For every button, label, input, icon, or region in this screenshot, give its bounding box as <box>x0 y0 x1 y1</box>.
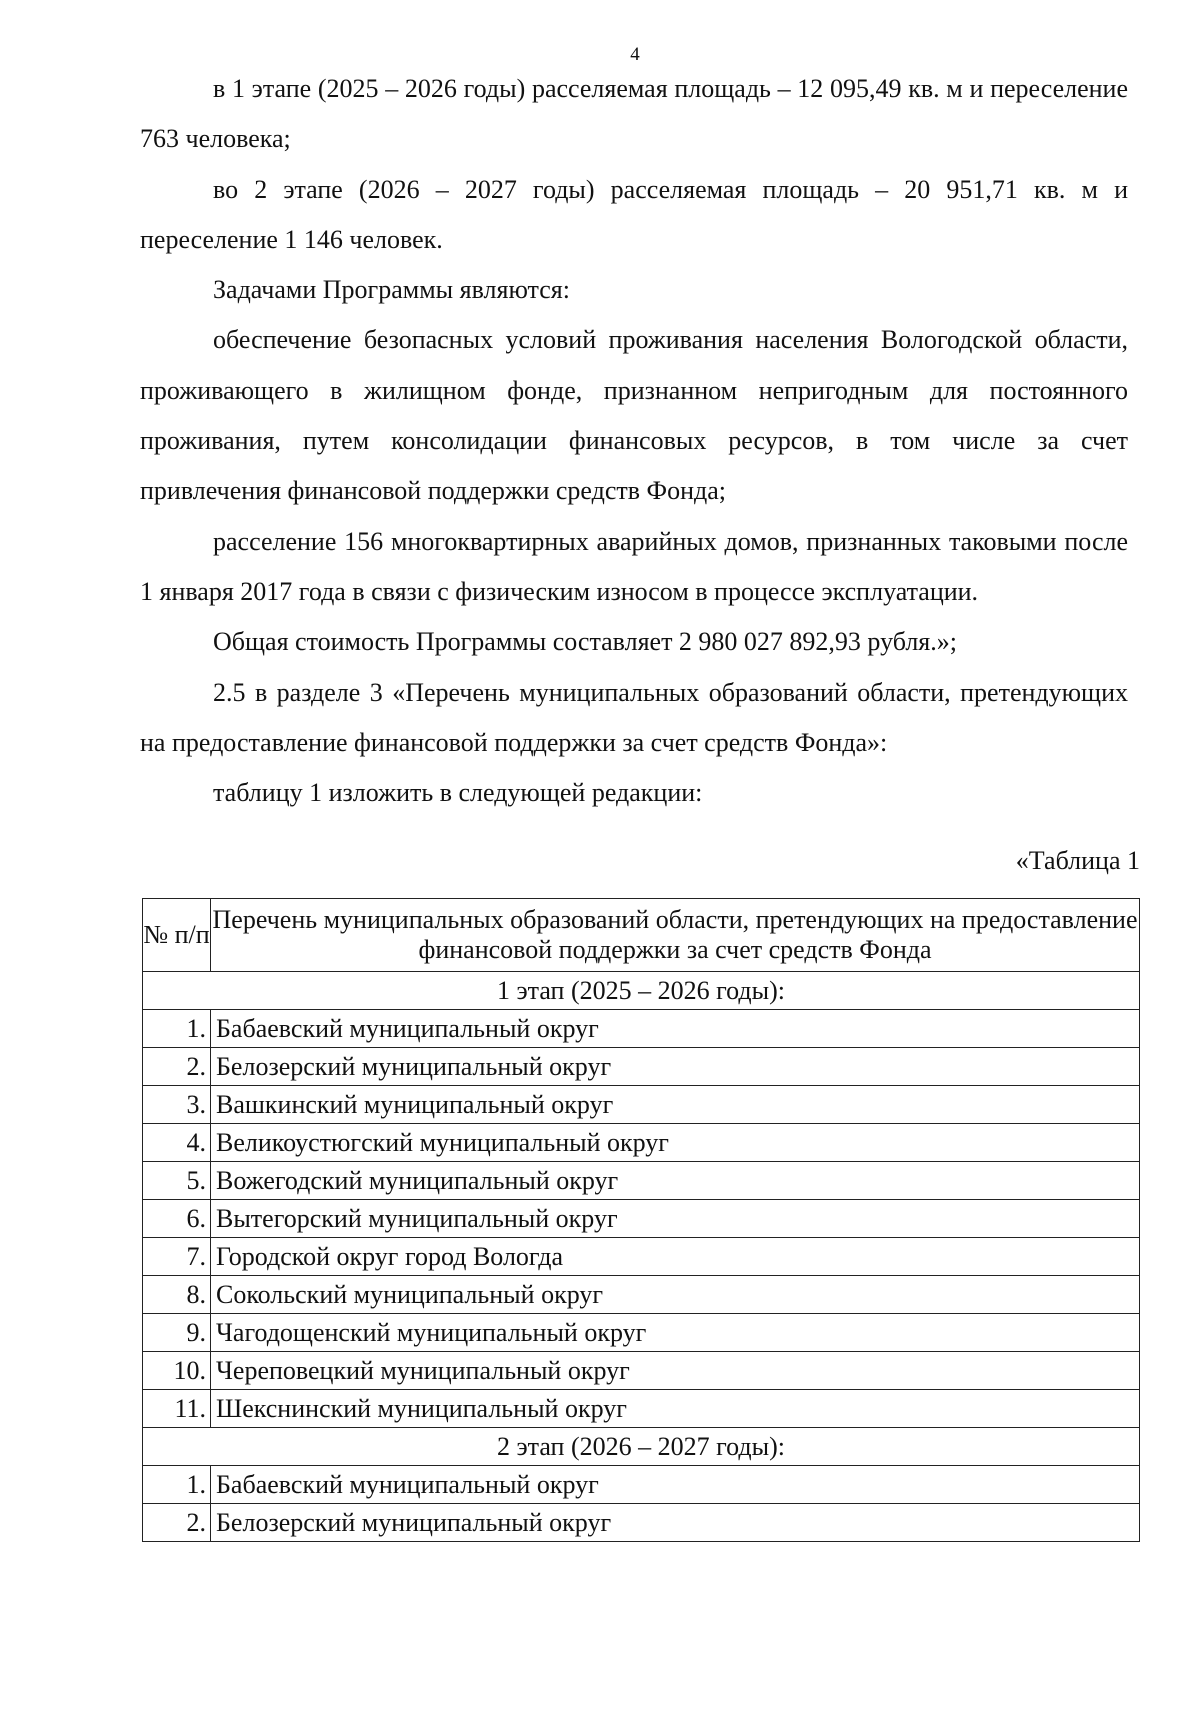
stage-2-title: 2 этап (2026 – 2027 годы): <box>143 1428 1140 1466</box>
row-municipality: Городской округ город Вологда <box>211 1238 1140 1276</box>
row-number: 6. <box>143 1200 211 1238</box>
table-row <box>143 1466 1140 1504</box>
row-number: 1. <box>143 1466 211 1504</box>
paragraph-tasks-heading: Задачами Программы являются: <box>213 275 570 305</box>
row-municipality: Белозерский муниципальный округ <box>211 1048 1140 1086</box>
row-municipality: Бабаевский муниципальный округ <box>211 1466 1140 1504</box>
row-number: 7. <box>143 1238 211 1276</box>
row-municipality: Череповецкий муниципальный округ <box>211 1352 1140 1390</box>
row-municipality: Вашкинский муниципальный округ <box>211 1086 1140 1124</box>
stage-1-title: 1 этап (2025 – 2026 годы): <box>143 972 1140 1010</box>
row-municipality: Бабаевский муниципальный округ <box>211 1010 1140 1048</box>
table-row <box>143 1162 1140 1200</box>
paragraph-task-safety: обеспечение безопасных условий проживания населения Вологодской области, проживающего в жилищном фонде, признанном непригодным для постоянного проживания, путем консолидации финансовых ресурсов, в том числе за счет привлечения финансовой поддержки средств Фонда; <box>140 325 1128 506</box>
table-header-row <box>143 899 1140 972</box>
table-caption: «Таблица 1 <box>1015 846 1140 875</box>
body-text <box>140 64 1128 818</box>
row-number: 11. <box>143 1390 211 1428</box>
row-number: 10. <box>143 1352 211 1390</box>
row-number: 5. <box>143 1162 211 1200</box>
paragraph-task-resettlement: расселение 156 многоквартирных аварийных домов, признанных таковыми после 1 января 2017 года в связи с физическим износом в процессе эксплуатации. <box>140 526 1128 606</box>
paragraph-total-cost: Общая стоимость Программы составляет 2 980 027 892,93 рубля.»; <box>213 627 957 657</box>
row-number: 9. <box>143 1314 211 1352</box>
header-number-cell: № п/п <box>143 899 211 972</box>
table-row <box>143 1276 1140 1314</box>
stage-2-row <box>143 1428 1140 1466</box>
header-title-cell: Перечень муниципальных образований области, претендующих на предоставление финансовой поддержки за счет средств Фонда <box>211 899 1140 972</box>
row-municipality: Шекснинский муниципальный округ <box>211 1390 1140 1428</box>
table-row <box>143 1314 1140 1352</box>
row-municipality: Белозерский муниципальный округ <box>211 1504 1140 1542</box>
table-row <box>143 1504 1140 1542</box>
row-number: 2. <box>143 1504 211 1542</box>
table-row <box>143 1010 1140 1048</box>
row-municipality: Вожегодский муниципальный округ <box>211 1162 1140 1200</box>
municipalities-table <box>142 898 1140 1542</box>
row-number: 4. <box>143 1124 211 1162</box>
row-number: 3. <box>143 1086 211 1124</box>
row-municipality: Великоустюгский муниципальный округ <box>211 1124 1140 1162</box>
table-row <box>143 1390 1140 1428</box>
table-row <box>143 1086 1140 1124</box>
stage-1-row <box>143 972 1140 1010</box>
paragraph-table-intro: таблицу 1 изложить в следующей редакции: <box>213 778 703 808</box>
row-municipality: Вытегорский муниципальный округ <box>211 1200 1140 1238</box>
row-municipality: Сокольский муниципальный округ <box>211 1276 1140 1314</box>
table-row <box>143 1238 1140 1276</box>
table-row <box>143 1124 1140 1162</box>
page-number: 4 <box>630 44 640 65</box>
row-number: 2. <box>143 1048 211 1086</box>
table-row <box>143 1200 1140 1238</box>
row-municipality: Чагодощенский муниципальный округ <box>211 1314 1140 1352</box>
paragraph-section-3: 2.5 в разделе 3 «Перечень муниципальных образований области, претендующих на предоставление финансовой поддержки за счет средств Фонда»: <box>140 677 1128 757</box>
paragraph-stage-2: во 2 этапе (2026 – 2027 годы) расселяемая площадь – 20 951,71 кв. м и переселение 1 146 человек. <box>140 174 1128 254</box>
paragraph-stage-1: в 1 этапе (2025 – 2026 годы) расселяемая площадь – 12 095,49 кв. м и переселение 763 человека; <box>140 74 1128 154</box>
table-row <box>143 1048 1140 1086</box>
row-number: 1. <box>143 1010 211 1048</box>
table-row <box>143 1352 1140 1390</box>
row-number: 8. <box>143 1276 211 1314</box>
